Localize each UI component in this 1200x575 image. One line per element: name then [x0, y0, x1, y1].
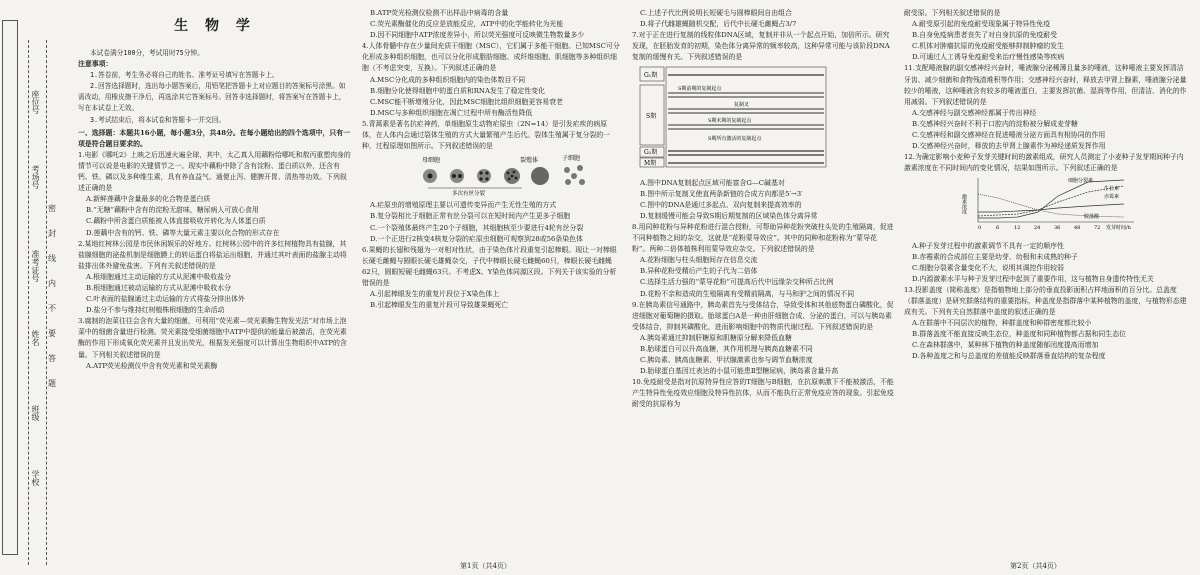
- x-tick: 6: [996, 225, 1000, 232]
- x-tick: 0: [978, 225, 982, 232]
- curve-gibberellin: [978, 180, 1124, 221]
- option: C.荧光素酶催化的反应是放能反应，ATP中的化学能转化为光能: [370, 20, 564, 29]
- x-tick: 36: [1054, 225, 1061, 232]
- question-11: 11.支配唾液腺的副交感神经兴奋时，唾液腺分泌稀薄且量多的唾液，这种唾液主要发挥清洁牙齿、减少细菌和食物残渣堆积等作用；交感神经兴奋时，释放去甲肾上腺素，唾液腺分泌量较少的唾液，这种唾液含有较多的唾液蛋白，主要发挥抗菌、湿润等作用，但清洁、消化的作用减弱。下列叙述错误的是: [904, 64, 1187, 106]
- option: D.复制缓慢可能会导致S期后期复制的区域染色体分离异常: [640, 211, 818, 220]
- option: D.将子代雌雄蝇随机交配，后代中长硬毛雌蝇占3/7: [640, 20, 797, 29]
- question-10-tail: 耐受原。下列相关叙述错误的是: [904, 9, 1001, 17]
- option: A.胰岛素通过抑制肝糖原和肌糖原分解来降低血糖: [640, 333, 792, 342]
- option: C.图中的DNA是通过多起点、双向复制来提高效率的: [640, 200, 802, 209]
- phase-g1: G₁期: [644, 72, 658, 80]
- option: B.胎球蛋白可以升高血糖，其作用机理与胰高血糖素不同: [640, 344, 813, 353]
- field-school: 学校: [31, 470, 40, 486]
- option: B.引起棒眼发生的重复片段可导致雄果蝇死亡: [370, 301, 509, 310]
- field-exam-number: 准考证号: [31, 250, 40, 282]
- curve-cytokinin: [978, 204, 1124, 212]
- column-3: [632, 8, 894, 564]
- figure-hormone-chart: [961, 174, 1144, 236]
- field-class: 班级: [31, 405, 40, 421]
- option: D.莲藕中含有的钙、铁、磷等大量元素主要以化合物的形式存在: [86, 228, 280, 237]
- fig5-label-mitosis: 多次有丝分裂: [452, 191, 486, 198]
- option: C.一个裂殖体最终产生20个子细胞，其细胞核至少要进行4轮有丝分裂: [370, 223, 584, 232]
- binding-dashed-line: [28, 40, 29, 565]
- cell-stage-3: [477, 169, 491, 183]
- section-heading: 一、选择题：本题共16小题，每小题3分，共48分。在每小题给出的四个选项中，只有一项是符合题目要求的。: [78, 128, 351, 148]
- option: A.图中DNA复制起点区域可能富含G—C碱基对: [640, 178, 785, 187]
- option: C.机体对肿瘤抗原的免疫耐受能够抑制肿瘤的发生: [912, 42, 1064, 51]
- option: D.一个正进行2核变4核复分裂的疟原虫细胞可观察到28或56条染色体: [370, 234, 583, 243]
- page-footer-1: 第1页（共4页）: [460, 562, 511, 570]
- option: B.异种花粉受精后产生的子代为二倍体: [640, 267, 758, 276]
- daughter-cell-icon: [564, 167, 570, 173]
- option: A.根细胞通过主动运输的方式从泥滩中吸收盐分: [86, 272, 231, 281]
- seal-char: 线: [48, 254, 56, 263]
- binding-strip: [0, 0, 62, 575]
- option: D.胎球蛋白基因过表达的小鼠可能患Ⅱ型糖尿病，胰岛素含量升高: [640, 367, 839, 376]
- seal-char: 不: [48, 304, 56, 313]
- seal-char: 密: [48, 204, 56, 213]
- field-name: 姓名: [31, 330, 40, 346]
- phase-s: S期: [646, 113, 657, 121]
- option: B.图中所示复制叉使直两条新链的合成方向都是5′→3′: [640, 189, 803, 198]
- option: B.复分裂相比于细胞正常有丝分裂可以在短时间内产生更多子细胞: [370, 212, 571, 221]
- option: B.“无糖”藕粉中含有的淀粉无甜味，糖尿病人可放心食用: [86, 206, 259, 215]
- question-7: 7.对于正在进行复制的线粒体DNA区域，复制并非从一个起点开始，加倍所示。研究发现，在胚胎发育的初期，染色体分离异常的频率较高，这种异常可能与该阶段DNA复制的缓慢有关。下列叙述错误的是: [632, 31, 890, 62]
- option: C.选择生活力强的“蒙导花粉”可提高后代中远缘杂交种所占比例: [640, 278, 834, 287]
- figure-dna-replication: [638, 63, 838, 173]
- fig7-label-late-origin: S期末期的复制起点: [708, 118, 752, 125]
- seal-char: 封: [48, 229, 56, 238]
- option: C.胰岛素、胰高血糖素、甲状腺激素也参与调节血糖浓度: [640, 356, 813, 365]
- option: A.在群落中不同层次的植物，种群盖度和种群密度都比较小: [912, 319, 1092, 328]
- question-4: 4.人体骨髓中存在少量间充质干细胞（MSC），它们属于多能干细胞。已知MSC可分化形成多种组织细胞，也可以分化形成脂肪细胞、成纤维细胞、肌细胞等多种组织细胞（不考虑突变，互换）。下列叙述正确的是: [362, 42, 620, 73]
- figure-schizogony: [362, 152, 620, 196]
- question-6: 6.果蝇的长翅和残翅为一对相对性状，由于染色体片段重复引起棒眼。现让一对棒眼长硬毛雌蝇与圆眼长硬毛雄蝇杂交，子代中棒眼长硬毛雌蝇60只，棒眼长硬毛雌蝇62只，圆眼短硬毛雌蝇63只。不考虑X、Y染色体同源区段。下列关于该实验的分析错误的是: [362, 245, 617, 287]
- fig5-label-mother: 母细胞: [422, 157, 441, 165]
- option: A.种子发芽过程中的激素调节不具有一定的顺序性: [912, 241, 1064, 250]
- question-9: 9.在胰岛素信号通路中，胰岛素首先与受体结合，导致受体和其他底物蛋白磷酸化，促进细胞对葡萄糖的摄取。胎球蛋白A是一种由肝细胞合成、分泌的蛋白，可以与胰岛素受体结合，抑制其磷酸化，进而影响细胞中的物质代谢过程。下列叙述错误的是: [632, 300, 894, 331]
- notice-title: 注意事项：: [78, 60, 113, 69]
- question-12: 12.为确定影响小麦种子发芽关键时间的激素组成，研究人员测定了小麦种子发芽期间种子内激素浓度在不同时间内的变化情况，结果如图所示。下列叙述正确的是: [904, 153, 1184, 173]
- option: B.ATP荧光检测仪检测不出样品中病毒的含量: [370, 9, 509, 17]
- x-tick: 48: [1074, 225, 1081, 232]
- option: D.内源激素水平与种子发芽过程中起到了重要作用，这与植物自身遗传特性无关: [912, 274, 1154, 283]
- legend-item: 生长素: [1104, 186, 1120, 193]
- column-2: [362, 8, 620, 540]
- seal-char: 答: [48, 354, 56, 363]
- option: D.交感神经兴奋时，释放的去甲肾上腺素作为神经递质发挥作用: [912, 142, 1106, 151]
- fig7-label-fork: 复制叉: [734, 102, 750, 109]
- option: B.根细胞通过被动运输的方式从泥滩中吸收水分: [86, 283, 232, 292]
- binding-frame: [2, 20, 18, 555]
- legend-item: 赤霉素: [1104, 194, 1120, 201]
- notice-item: 3.考试结束后，将本试卷和答题卡一并交回。: [90, 115, 226, 124]
- option: A.引起棒眼发生的重复片段位于X染色体上: [370, 290, 500, 299]
- option: D.花粉不亲和造成的生殖隔离有受精前隔离，与马和驴之间的情况不同: [640, 289, 855, 298]
- x-tick: 12: [1014, 225, 1021, 232]
- option: D.盐分不参与维持红树植株根细胞的生命活动: [86, 306, 225, 315]
- phase-m: M期: [644, 160, 657, 168]
- question-1: 1.电影《哪吒2》上映之后迅速火遍全球，其中，太乙真人用藕粉给哪吒和敖丙重塑肉身的情节可以说是电影的关键情节之一。现实中藕粉中除了含有淀粉、蛋白质以外，还含有钙、铁、磷以及多种维生素，具有养血益气、通便止泻、健脾开胃、清热等功效。下列叙述正确的是: [78, 150, 351, 193]
- column-1: [78, 8, 352, 564]
- option: C.MSC能不断增殖分化，因此MSC细胞比组织细胞更容易衰老: [370, 97, 563, 106]
- exam-intro: 本试卷满分100分，考试用时75分钟。: [90, 49, 204, 57]
- fig7-label-early-origin: S期前期的复制起点: [678, 86, 722, 93]
- schizont-icon: [531, 167, 549, 185]
- option: A.新鲜莲藕中含量最多的化合物是蛋白质: [86, 195, 211, 204]
- option: A.耐受原引起的免疫耐受现象属于特异性免疫: [912, 20, 1051, 29]
- legend-item: 细胞分裂素: [1068, 178, 1094, 185]
- legend-item: 脱落酸: [1084, 214, 1100, 221]
- option: B.赤霉素的合成部位主要是幼芽、幼根和未成熟的种子: [912, 252, 1078, 261]
- notice-item: 1.答卷前，考生务必将自己的姓名、准考证号填写在答题卡上。: [90, 71, 279, 80]
- question-3: 3.腐制的泡菜往往会含有大量的细菌，可利用“荧光素—荧光素酶生物发光法”对市场上泡菜中的细菌含量进行检测。荧光素接受细菌细胞中ATP中提供的能量后被激活，在荧光素酶的作用下形成氧化荧光素并且发出荧光，根据发光强度可以计算出生物组织中ATP的含量。下列相关叙述错误的是: [78, 317, 347, 359]
- question-5: 5.青蒿素是著名抗疟神药，单细胞原生动物疟原虫（2N=14）是引发疟疾的病原体，在人体内会通过裂体生殖的方式大量繁殖产生后代。裂体生殖属于复分裂的一种，过程原理如图所示。下列叙述错误的是: [362, 119, 611, 151]
- option: A.MSC分化成的多种组织细胞内的染色体数目不同: [370, 75, 526, 84]
- option: B.细胞分化使得细胞中的蛋白质和RNA发生了稳定性变化: [370, 86, 546, 95]
- option: B.群落盖度不能直接反映生态位，种盖度和同种植物都占据和同生态位: [912, 330, 1126, 339]
- option: C.细胞分裂素含量变化不大，说明其调控作用较弱: [912, 263, 1064, 272]
- option: C.在森林群落中，某种林下植物的种盖度随郁闭度提高而增加: [912, 341, 1099, 350]
- fig5-label-schizont: 裂殖体: [520, 157, 539, 165]
- fig5-label-daughter: 子细胞: [562, 155, 581, 163]
- option: A.花粉细胞与柱头细胞间存在信息交流: [640, 256, 758, 265]
- option: C.上述子代比例说明长短硬毛与圆棒眼间自由组合: [640, 9, 792, 17]
- option: A.交感神经与副交感神经都属于传出神经: [912, 108, 1037, 117]
- seal-char: 要: [48, 329, 56, 338]
- option: C.叶表面的盐腺通过主动运输的方式将盐分排出体外: [86, 295, 245, 304]
- notice-item: 2.回答选择题时，选出每小题答案后，用铅笔把答题卡上对应题目的答案标号涂黑。如需改动，用橡皮擦干净后，再选涂其它答案标号。回答非选择题时，将答案写在答题卡上，写在本试卷上无效。: [78, 82, 346, 113]
- option: B.自身免疫病患者丧失了对自身抗原的免疫耐受: [912, 31, 1058, 40]
- curve-auxin: [978, 186, 1124, 216]
- fig12-ylabel: 激素浓度: [961, 194, 967, 215]
- seal-char: 内: [48, 279, 56, 288]
- nucleus-icon: [428, 174, 433, 179]
- x-tick: 24: [1034, 225, 1041, 232]
- question-2: 2.某地红树林公园是市民休闲娱乐的好地方。红树林公园中的许多红树植物具有盐腺，其盐腺细胞的泌盐机制是细胞膜上的转运蛋白将盐运出细胞，并通过其叶表面的盐腺主动将盐排出体外避免盐害。下列有关叙述错误的是: [78, 239, 347, 270]
- option: A.疟原虫的增殖原理主要以可遗传变异而产生无性生殖的方式: [370, 201, 557, 210]
- fig12-xlabel: 发芽时间/h: [1106, 225, 1131, 232]
- fig7-label-all-origins: S期所有激活的复制起点: [708, 136, 762, 143]
- option: C.交感神经和副交感神经在促进唾液分泌方面具有相协同的作用: [912, 131, 1106, 140]
- seal-char: 题: [48, 379, 56, 388]
- question-10: 10.免疫耐受是指对抗原特异性应答的T细胞与B细胞，在抗原刺激下不能被激活，不能产生特异性免疫效应细胞及特异性抗体，从而不能执行正常免疫应答的现象。引起免疫耐受的抗原称为: [632, 378, 894, 409]
- option: D.可通过人工诱导免疫耐受来治疗慢性感染等疾病: [912, 53, 1065, 62]
- binding-dashed-line-2: [46, 40, 47, 565]
- page-footer-2: 第2页（共4页）: [1010, 562, 1061, 570]
- option: D.各种盖度之和与总盖度的差值能反映群落垂直结构的复杂程度: [912, 352, 1106, 361]
- option: A.ATP荧光检测仪中含有荧光素和荧光素酶: [86, 361, 218, 370]
- exam-title: 生 物 学: [174, 18, 256, 34]
- x-tick: 72: [1094, 225, 1101, 232]
- phase-g2: G₂期: [644, 149, 658, 157]
- question-13: 13.投影盖度（简称盖度）是指植物地上部分的垂直投影面积占样地面积的百分比。总盖度（群落盖度）是研究群落结构的重要指标，种盖度是指群落中某种植物的盖度，与植物形态建成有关。下列有关自然群落中盖度的叙述正确的是: [904, 285, 1187, 317]
- question-8: 8.用同种花粉与异种花粉进行混合授粉，可帮助异种花粉突破柱头处的生殖隔离，促进不同种植物之间的杂交，这就是“花粉蒙导效应”。其中的同种和花粉称为“蒙导花粉”。两种二倍体植株利用蒙导效应杂交。下列叙述错误的是: [632, 222, 894, 254]
- option: D.MSC与多种组织细胞在凋亡过程中所有酶活性降低: [370, 108, 533, 117]
- column-4: [904, 8, 1188, 540]
- option: C.藕粉中所含蛋白质能被人体直接吸收并转化为人体蛋白质: [86, 217, 266, 226]
- field-room-number: 考场号: [31, 165, 40, 189]
- option: B.交感神经兴奋时不利于口腔内的淀粉被分解成麦芽糖: [912, 119, 1078, 128]
- option: D.因不同细胞中ATP浓度差异小，所以荧光强度可反映微生物数量多少: [370, 31, 585, 40]
- field-seat-number: 座位号: [31, 90, 40, 114]
